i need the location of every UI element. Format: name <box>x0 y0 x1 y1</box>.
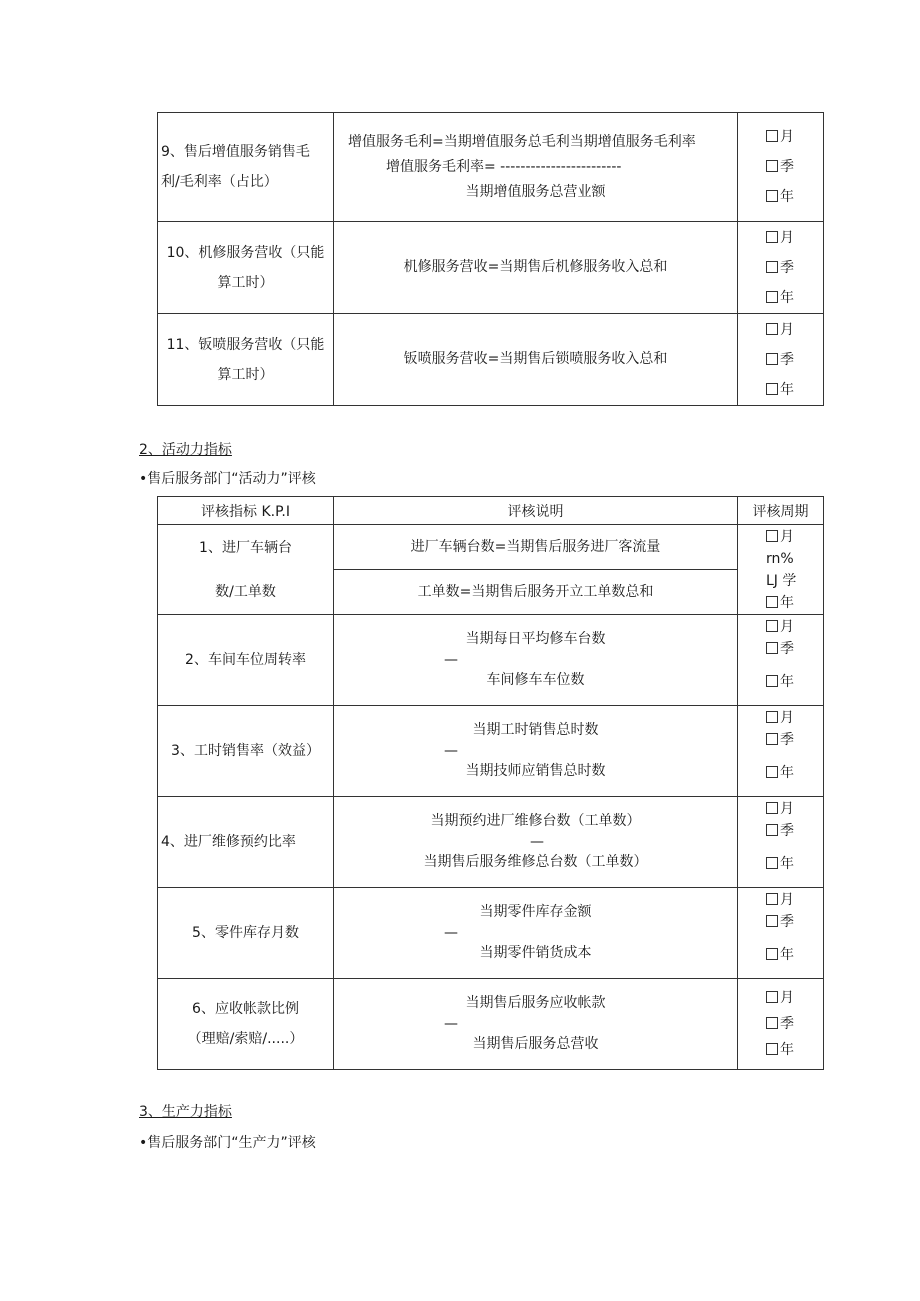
period-option[interactable]: 月 <box>766 122 823 152</box>
checkbox-icon[interactable] <box>766 893 778 905</box>
checkbox-icon[interactable] <box>766 802 778 814</box>
checkbox-icon[interactable] <box>766 160 778 172</box>
period-glyph: rn% <box>766 550 794 567</box>
description-text: 工单数=当期售后服务开立工单数总和 <box>417 583 654 600</box>
checkbox-icon[interactable] <box>766 711 778 723</box>
checkbox-icon[interactable] <box>766 530 778 542</box>
section-heading: 3、生产力指标 <box>139 1104 232 1120</box>
period-cell <box>738 706 824 797</box>
indicator-text: 10、机修服务营收（只能 <box>166 244 325 261</box>
description-text: 当期增值服务总营业额 <box>465 183 606 200</box>
description-text: 钣喷服务营收=当期售后锁喷服务收入总和 <box>403 351 668 367</box>
checkbox-icon[interactable] <box>766 824 778 836</box>
section-bullet: •售后服务部门“生产力”评核 <box>139 1135 316 1151</box>
fraction-bar: — <box>444 652 458 668</box>
table-row <box>158 797 824 888</box>
period-cell <box>738 222 824 314</box>
indicator-text: 6、应收帐款比例 <box>192 1001 299 1017</box>
period-glyph: LJ 学 <box>766 572 797 589</box>
indicator-text: 利/毛利率（占比） <box>161 174 278 190</box>
indicator-cell <box>158 222 334 314</box>
kpi-table-activity <box>157 496 824 1070</box>
period-cell <box>738 615 824 706</box>
table-row <box>158 979 824 1070</box>
description-text: 机修服务营收=当期售后机修服务收入总和 <box>403 259 668 275</box>
checkbox-icon[interactable] <box>766 130 778 142</box>
indicator-text: 3、工时销售率（效益） <box>171 743 320 759</box>
indicator-text: 算工时） <box>217 274 274 291</box>
description-cell <box>334 888 738 979</box>
period-option[interactable]: 月 <box>766 223 823 253</box>
checkbox-icon[interactable] <box>766 948 778 960</box>
checkbox-icon[interactable] <box>766 675 778 687</box>
period-option[interactable]: 月 <box>766 616 823 638</box>
period-option[interactable]: 年 <box>766 660 823 704</box>
checkbox-icon[interactable] <box>766 596 778 608</box>
indicator-cell <box>158 615 334 706</box>
description-cell <box>334 797 738 888</box>
description-cell <box>334 979 738 1070</box>
description-cell <box>334 314 738 406</box>
description-cell <box>334 113 738 222</box>
checkbox-icon[interactable] <box>766 323 778 335</box>
numerator-text: 当期每日平均修车台数 <box>465 631 606 647</box>
checkbox-icon[interactable] <box>766 733 778 745</box>
denominator-text: 当期零件销货成本 <box>479 945 592 961</box>
period-cell <box>738 525 824 615</box>
checkbox-icon[interactable] <box>766 1043 778 1055</box>
checkbox-icon[interactable] <box>766 857 778 869</box>
checkbox-icon[interactable] <box>766 190 778 202</box>
checkbox-icon[interactable] <box>766 261 778 273</box>
period-option[interactable]: 月 <box>766 707 823 729</box>
section-bullet: •售后服务部门“活动力”评核 <box>139 471 316 487</box>
period-option[interactable]: 年 <box>766 842 823 886</box>
period-cell <box>738 314 824 406</box>
indicator-cell <box>158 706 334 797</box>
period-option[interactable]: 年 <box>766 283 823 313</box>
period-option[interactable]: 月 <box>766 798 823 820</box>
period-option[interactable]: 年 <box>766 933 823 977</box>
table-row <box>158 706 824 797</box>
period-option[interactable]: 年 <box>766 375 823 405</box>
period-option[interactable]: 季 <box>766 1011 823 1037</box>
checkbox-icon[interactable] <box>766 766 778 778</box>
description-cell <box>334 525 738 570</box>
period-cell <box>738 888 824 979</box>
indicator-cell <box>158 979 334 1070</box>
checkbox-icon[interactable] <box>766 915 778 927</box>
numerator-text: 当期预约进厂维修台数（工单数） <box>430 813 641 829</box>
period-cell <box>738 797 824 888</box>
indicator-text: 4、进厂维修预约比率 <box>161 834 296 850</box>
period-option[interactable]: 月 <box>766 985 823 1011</box>
indicator-cell <box>158 314 334 406</box>
period-cell <box>738 113 824 222</box>
period-option[interactable]: 年 <box>766 182 823 212</box>
description-cell <box>334 222 738 314</box>
period-option[interactable]: 季 <box>766 253 823 283</box>
fraction-bar: — <box>444 1016 458 1032</box>
period-option[interactable]: 季 <box>766 911 823 933</box>
column-header: 评核说明 <box>334 497 738 525</box>
description-cell <box>334 706 738 797</box>
numerator-text: 当期零件库存金额 <box>479 904 592 920</box>
period-option[interactable]: 季 <box>766 638 823 660</box>
period-cell <box>738 979 824 1070</box>
description-text: 增值服务毛利率= ------------------------ <box>386 158 622 175</box>
denominator-text: 当期技师应销售总时数 <box>465 763 606 779</box>
indicator-cell <box>158 525 334 615</box>
indicator-cell <box>158 797 334 888</box>
checkbox-icon[interactable] <box>766 231 778 243</box>
checkbox-icon[interactable] <box>766 291 778 303</box>
table-row <box>158 525 824 570</box>
description-cell <box>334 615 738 706</box>
checkbox-icon[interactable] <box>766 991 778 1003</box>
checkbox-icon[interactable] <box>766 642 778 654</box>
period-option[interactable]: 月 <box>766 889 823 911</box>
fraction-bar: — <box>530 834 544 850</box>
numerator-text: 当期工时销售总时数 <box>472 722 599 738</box>
period-option[interactable]: 季 <box>766 152 823 182</box>
checkbox-icon[interactable] <box>766 383 778 395</box>
period-option[interactable]: 季 <box>766 820 823 842</box>
indicator-text: 1、进厂车辆台 <box>199 539 292 556</box>
table-row <box>158 113 824 222</box>
table-row <box>158 888 824 979</box>
description-text: 进厂车辆台数=当期售后服务进厂客流量 <box>410 538 661 555</box>
description-cell <box>334 570 738 615</box>
period-option[interactable]: 季 <box>766 345 823 375</box>
indicator-text: 9、售后增值服务销售毛 <box>161 144 310 160</box>
checkbox-icon[interactable] <box>766 1017 778 1029</box>
denominator-text: 车间修车车位数 <box>486 672 585 688</box>
indicator-text: 算工时） <box>217 366 274 383</box>
period-option[interactable]: 年 <box>766 592 823 614</box>
checkbox-icon[interactable] <box>766 620 778 632</box>
numerator-text: 当期售后服务应收帐款 <box>465 995 606 1011</box>
period-option[interactable]: 月 <box>766 315 823 345</box>
indicator-text: （理赔/索赔/.....） <box>187 1031 304 1047</box>
indicator-cell <box>158 113 334 222</box>
indicator-text: 2、车间车位周转率 <box>185 652 306 668</box>
checkbox-icon[interactable] <box>766 353 778 365</box>
table-row <box>158 222 824 314</box>
indicator-cell <box>158 888 334 979</box>
indicator-text: 11、钣喷服务营收（只能 <box>166 336 325 353</box>
period-option[interactable]: 年 <box>766 1037 823 1063</box>
column-header: 评核周期 <box>738 497 824 525</box>
description-text: 增值服务毛利=当期增值服务总毛利当期增值服务毛利率 <box>348 133 696 150</box>
period-option[interactable]: 月 <box>766 526 823 548</box>
column-header: 评核指标 K.P.I <box>158 497 334 525</box>
fraction-bar: — <box>444 925 458 941</box>
kpi-table-continued <box>157 112 824 406</box>
denominator-text: 当期售后服务总营收 <box>472 1036 599 1052</box>
period-option[interactable]: 年 <box>766 751 823 795</box>
section-heading: 2、活动力指标 <box>139 442 232 458</box>
table-row <box>158 314 824 406</box>
table-row <box>158 615 824 706</box>
denominator-text: 当期售后服务维修总台数（工单数） <box>423 854 648 870</box>
fraction-bar: — <box>444 743 458 759</box>
period-option[interactable]: 季 <box>766 729 823 751</box>
table-header-row <box>158 497 824 525</box>
indicator-text: 数/工单数 <box>215 583 276 600</box>
indicator-text: 5、零件库存月数 <box>192 925 299 941</box>
